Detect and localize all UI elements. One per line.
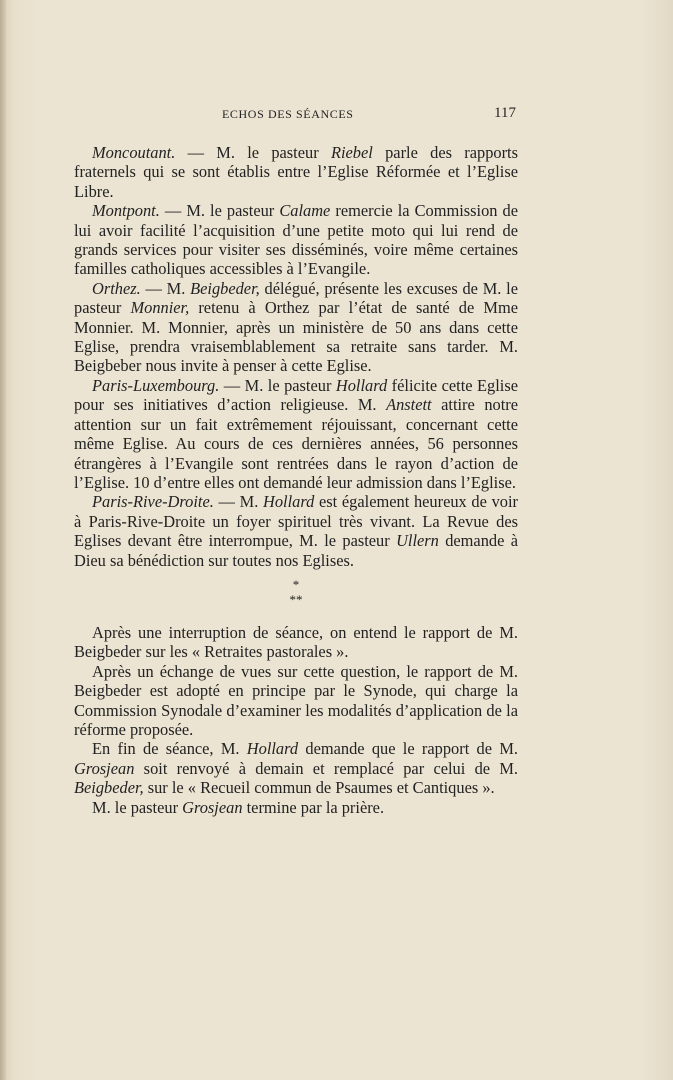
- person-name: Ullern: [396, 531, 439, 551]
- person-name: Hollard: [246, 739, 299, 759]
- person-name: Grosjean: [182, 797, 243, 817]
- asterism-separator: [74, 577, 518, 607]
- paragraph-montpont: [74, 201, 518, 279]
- person-name: Riebel: [330, 143, 373, 162]
- paragraph-moncoutant: [74, 143, 518, 201]
- text-span: — M.: [140, 278, 191, 298]
- paragraph-priere: [74, 798, 518, 817]
- running-title: ECHOS DES SÉANCES: [222, 107, 354, 121]
- paragraph-lead: Montpont.: [92, 201, 160, 221]
- text-span: remercie la Commission de lui avoir facilité l’acquisition d’une petite moto qui lui rend de grands services pour visiter ses disséminés, voire même certaines familles catholiques accessibles à l’Evangile.: [74, 201, 519, 279]
- asterism-top: *: [292, 576, 300, 592]
- text-span: M. le pasteur: [92, 797, 183, 817]
- text-span: En fin de séance, M.: [92, 739, 247, 759]
- paragraph-paris-rive-droite: [74, 492, 518, 570]
- person-name: Beigbeder,: [190, 278, 260, 298]
- text-span: termine par la prière.: [242, 797, 385, 817]
- text-span: délégué, présente les excuses de M. le pasteur: [74, 278, 518, 318]
- text-span: Après un échange de vues sur cette question, le rapport de M. Beigbeder est adopté en principe par le Synode, qui charge la Commission Synodale d’examiner les modalités d’application de la réforme proposée.: [74, 661, 518, 739]
- text-span: Après une interruption de séance, on entend le rapport de M. Beigbeder sur les « Retraites pastorales ».: [74, 622, 518, 662]
- paragraph-lead: Paris-Luxembourg.: [92, 375, 220, 395]
- paragraph-fin-de-seance: [74, 739, 518, 797]
- text-span: — M. le pasteur: [175, 143, 331, 162]
- person-name: Monnier,: [130, 298, 190, 318]
- asterism-bottom: **: [289, 591, 303, 607]
- text-span: retenu à Orthez par l’état de santé de Mme Monnier. M. Monnier, après un ministère de 50 ans dans cette Eglise, prendra vraisemblablement sa retraite sans tarder. M. Beigbeber nous invite à penser à cette Eglise.: [74, 298, 518, 376]
- text-span: est également heureux de voir à Paris-Rive-Droite un foyer spirituel très vivant. La Revue des Eglises devant être interrompue, M. le pasteur: [74, 492, 518, 551]
- text-span: parle des rapports fraternels qui se sont établis entre l’Eglise Réformée et l’Eglise Libre.: [74, 143, 518, 201]
- page-number: 117: [494, 105, 516, 121]
- paragraph-paris-luxembourg: [74, 376, 518, 492]
- text-span: sur le « Recueil commun de Psaumes et Cantiques ».: [143, 778, 495, 798]
- body-text: [74, 143, 518, 817]
- paragraph-lead: Orthez.: [92, 278, 141, 298]
- text-span: demande que le rapport de M.: [298, 739, 518, 759]
- person-name: Hollard: [335, 375, 388, 395]
- text-span: félicite cette Eglise pour ses initiatives d’action religieuse. M.: [74, 375, 518, 415]
- paragraph-lead: Moncoutant.: [92, 143, 176, 162]
- paragraph-lead: Paris-Rive-Droite.: [92, 492, 214, 512]
- text-span: attire notre attention sur un fait extrêmement réjouissant, concernant cette même Eglise. Au cours de ces dernières années, 56 personnes étrangères à l’Evangile sont rentrées dans le rayon d’action de l’Eglise. 10 d’entre elles ont demandé leur admission dans l’Eglise.: [74, 395, 518, 492]
- person-name: Beigbeder,: [74, 778, 144, 798]
- running-head: [0, 107, 673, 127]
- person-name: Grosjean: [74, 758, 135, 778]
- person-name: Calame: [279, 201, 331, 221]
- page-gutter-shadow: [0, 0, 6, 1080]
- person-name: Anstett: [386, 395, 432, 415]
- paragraph-orthez: [74, 279, 518, 376]
- text-span: — M.: [213, 492, 263, 512]
- paragraph-interruption: [74, 623, 518, 662]
- paragraph-echange: [74, 662, 518, 740]
- text-span: — M. le pasteur: [219, 375, 336, 395]
- text-span: — M. le pasteur: [159, 201, 280, 221]
- text-span: soit renvoyé à demain et remplacé par celui de M.: [134, 758, 518, 778]
- text-span: demande à Dieu sa bénédiction sur toutes nos Eglises.: [74, 531, 518, 570]
- person-name: Hollard: [263, 492, 315, 512]
